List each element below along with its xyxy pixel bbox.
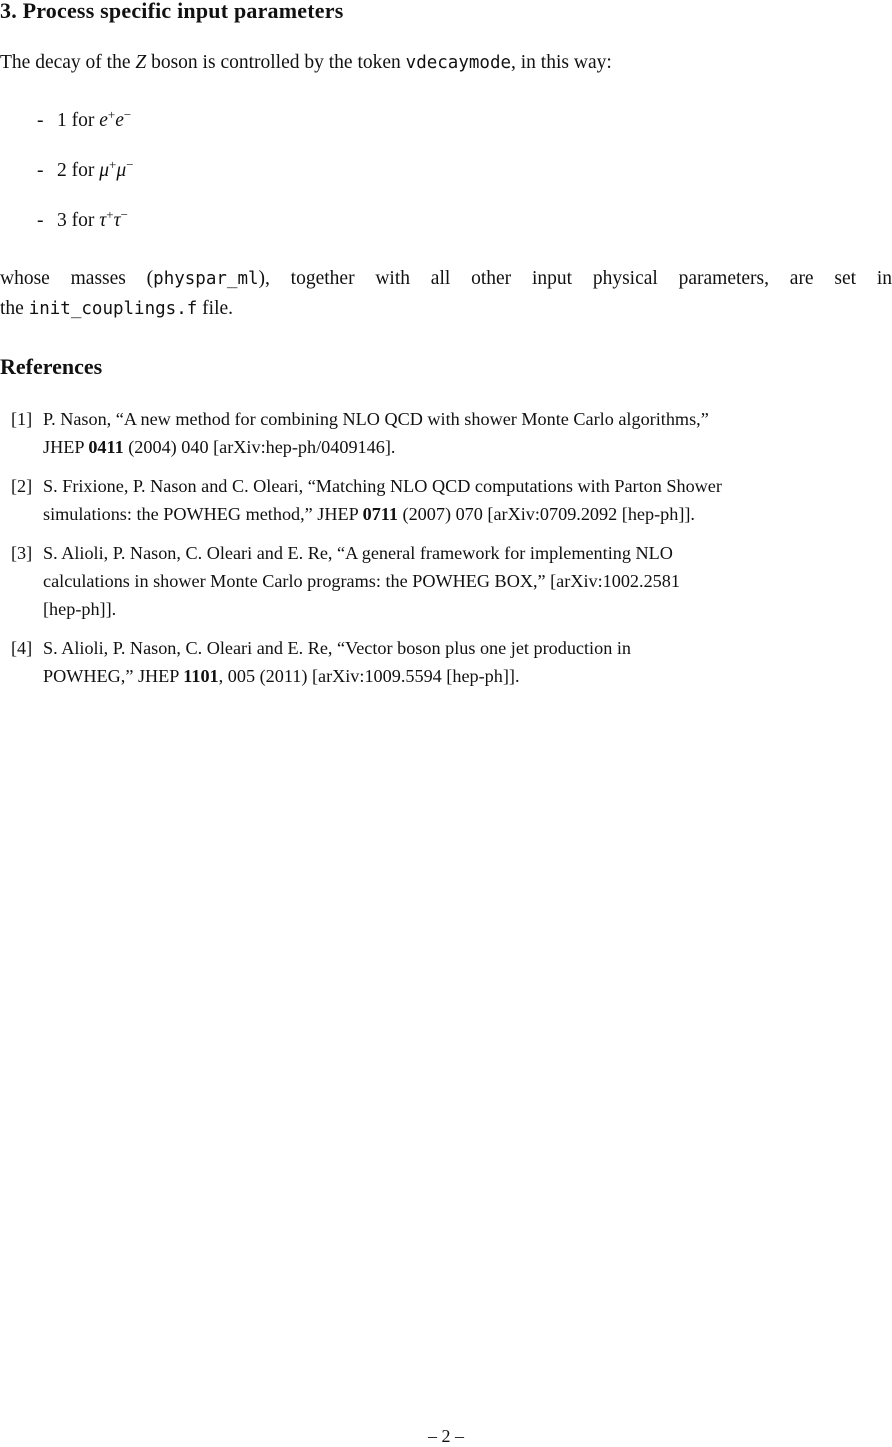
reference-item: [2] S. Frixione, P. Nason and C. Oleari, “Matching NLO QCD computations with Parton Shower simulations: the POWHEG method,” JHEP 0711 (2007) 070 [arXiv:0709.2092 [hep-ph]]. [11,472,892,528]
reference-item: [3] S. Alioli, P. Nason, C. Oleari and E. Re, “A general framework for implementing NLO calculations in shower Monte Carlo programs: the POWHEG BOX,” [arXiv:1002.2581 [hep-ph]]. [11,539,892,623]
intro-paragraph [0,52,612,74]
decay-mode-item: - 1 for e+e− [37,107,132,131]
section-title: 3. Process specific input parameters [0,0,344,23]
reference-number: [4] [11,638,33,658]
reference-item: [4] S. Alioli, P. Nason, C. Oleari and E. Re, “Vector boson plus one jet production in POWHEG,” JHEP 1101, 005 (2011) [arXiv:1009.5594 [hep-ph]]. [11,634,892,690]
physpar-ml-token: physpar_ml [153,269,259,289]
references-heading: References [0,354,103,379]
z-boson-symbol: Z [135,52,147,73]
init-couplings-filename: init_couplings.f [28,299,198,319]
reference-item: [1] P. Nason, “A new method for combining NLO QCD with shower Monte Carlo algorithms,” JHEP 0411 (2004) 040 [arXiv:hep-ph/0409146]. [11,405,892,461]
decay-mode-item: - 3 for τ+τ− [37,207,128,231]
decay-mode-item: - 2 for μ+μ− [37,157,134,181]
intro-text-pre: The decay of the [0,52,136,73]
masses-paragraph: whose masses (physpar_ml), together with all other input physical parameters, are set in the init_couplings.f file. [0,268,892,319]
page-number: – 2 – [428,1426,464,1446]
reference-number: [1] [11,409,33,429]
reference-number: [2] [11,476,33,496]
intro-text-mid: boson is controlled by the token [146,52,406,73]
reference-number: [3] [11,543,33,563]
vdecaymode-token: vdecaymode [405,53,512,73]
intro-text-post: , in this way: [511,52,612,73]
